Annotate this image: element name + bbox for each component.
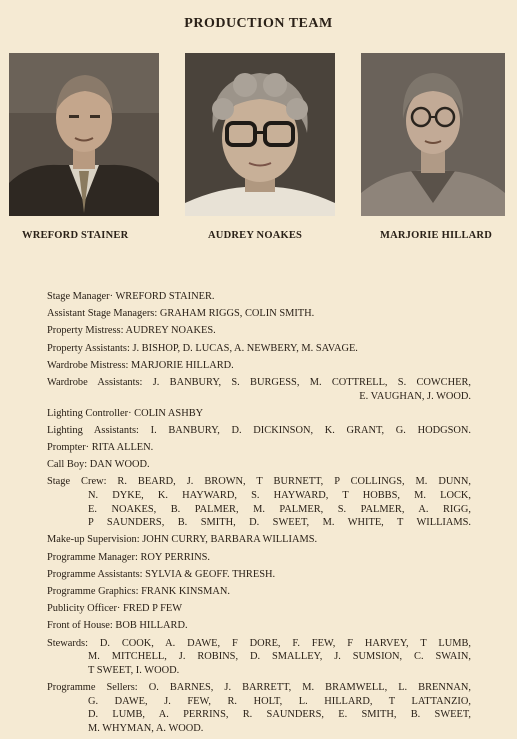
credit-programme-manager: Programme Manager: ROY PERRINS. <box>47 551 210 563</box>
credit-wardrobe-assistants: Wardrobe Assistants: J. BANBURY, S. BURGESS, M. COTTRELL, S. COWCHER, E. VAUGHAN, J. WOOD. <box>47 376 471 402</box>
credit-publicity-officer: Publicity Officer· FRED P FEW <box>47 603 183 615</box>
credit-stage-crew: Stage Crew: R. BEARD, J. BROWN, T BURNETT, P COLLINGS, M. DUNN, N. DYKE, K. HAYWARD, S. HAYWARD, T HOBBS, M. LOCK, E. NOAKES, B. PALMER, M. PALMER, S. PALMER, A. RIGG, P SAUNDERS, B. SMITH, D. SWEET, M. WHITE, T WILLIAMS. <box>47 476 471 529</box>
caption-wreford-stainer: WREFORD STAINER <box>22 230 129 241</box>
portrait-photo-audrey-noakes <box>185 53 335 216</box>
portrait-photo-wreford-stainer <box>9 53 159 216</box>
credit-programme-sellers: Programme Sellers: O. BARNES, J. BARRETT, M. BRAMWELL, L. BRENNAN, G. DAWE, J. FEW, R. HOLT, L. HILLARD, T LATTANZIO, D. LUMB, A. PERRINS, R. SAUNDERS, E. SMITH, B. SWEET, M. WHYMAN, A. WOOD. <box>47 681 471 734</box>
credit-call-boy: Call Boy: DAN WOOD. <box>47 459 150 471</box>
credit-wardrobe-mistress: Wardrobe Mistress: MARJORIE HILLARD. <box>47 359 234 371</box>
caption-marjorie-hillard: MARJORIE HILLARD <box>380 230 492 241</box>
credit-programme-graphics: Programme Graphics: FRANK KINSMAN. <box>47 586 230 597</box>
credit-property-assistants: Property Assistants: J. BISHOP, D. LUCAS, A. NEWBERY, M. SAVAGE. <box>47 342 358 354</box>
credit-make-up-supervision: Make-up Supervision: JOHN CURRY, BARBARA WILLIAMS. <box>47 534 318 546</box>
credit-stewards: Stewards: D. COOK, A. DAWE, F DORE, F. FEW, F HARVEY, T LUMB, M. MITCHELL, J. ROBINS, D. SMALLEY, J. SUMSION, C. SWAIN, T SWEET, I. WOOD. <box>47 637 471 676</box>
portrait-photo-marjorie-hillard <box>361 53 505 216</box>
page-title: PRODUCTION TEAM <box>184 16 333 31</box>
credit-front-of-house: Front of House: BOB HILLARD. <box>47 620 188 632</box>
credit-programme-assistants: Programme Assistants: SYLVIA & GEOFF. THRESH. <box>47 568 276 580</box>
credit-prompter: Prompter· RITA ALLEN. <box>47 442 154 454</box>
caption-audrey-noakes: AUDREY NOAKES <box>208 230 303 241</box>
credit-stage-manager: Stage Manager· WREFORD STAINER. <box>47 291 215 302</box>
credits-list <box>47 290 471 739</box>
credit-property-mistress: Property Mistress: AUDREY NOAKES. <box>47 325 216 337</box>
credit-assistant-stage-managers: Assistant Stage Managers: GRAHAM RIGGS, COLIN SMITH. <box>47 308 315 320</box>
credit-lighting-controller: Lighting Controller· COLIN ASHBY <box>47 407 204 419</box>
credit-lighting-assistants: Lighting Assistants: I. BANBURY, D. DICKINSON, K. GRANT, G. HODGSON. <box>47 424 471 436</box>
